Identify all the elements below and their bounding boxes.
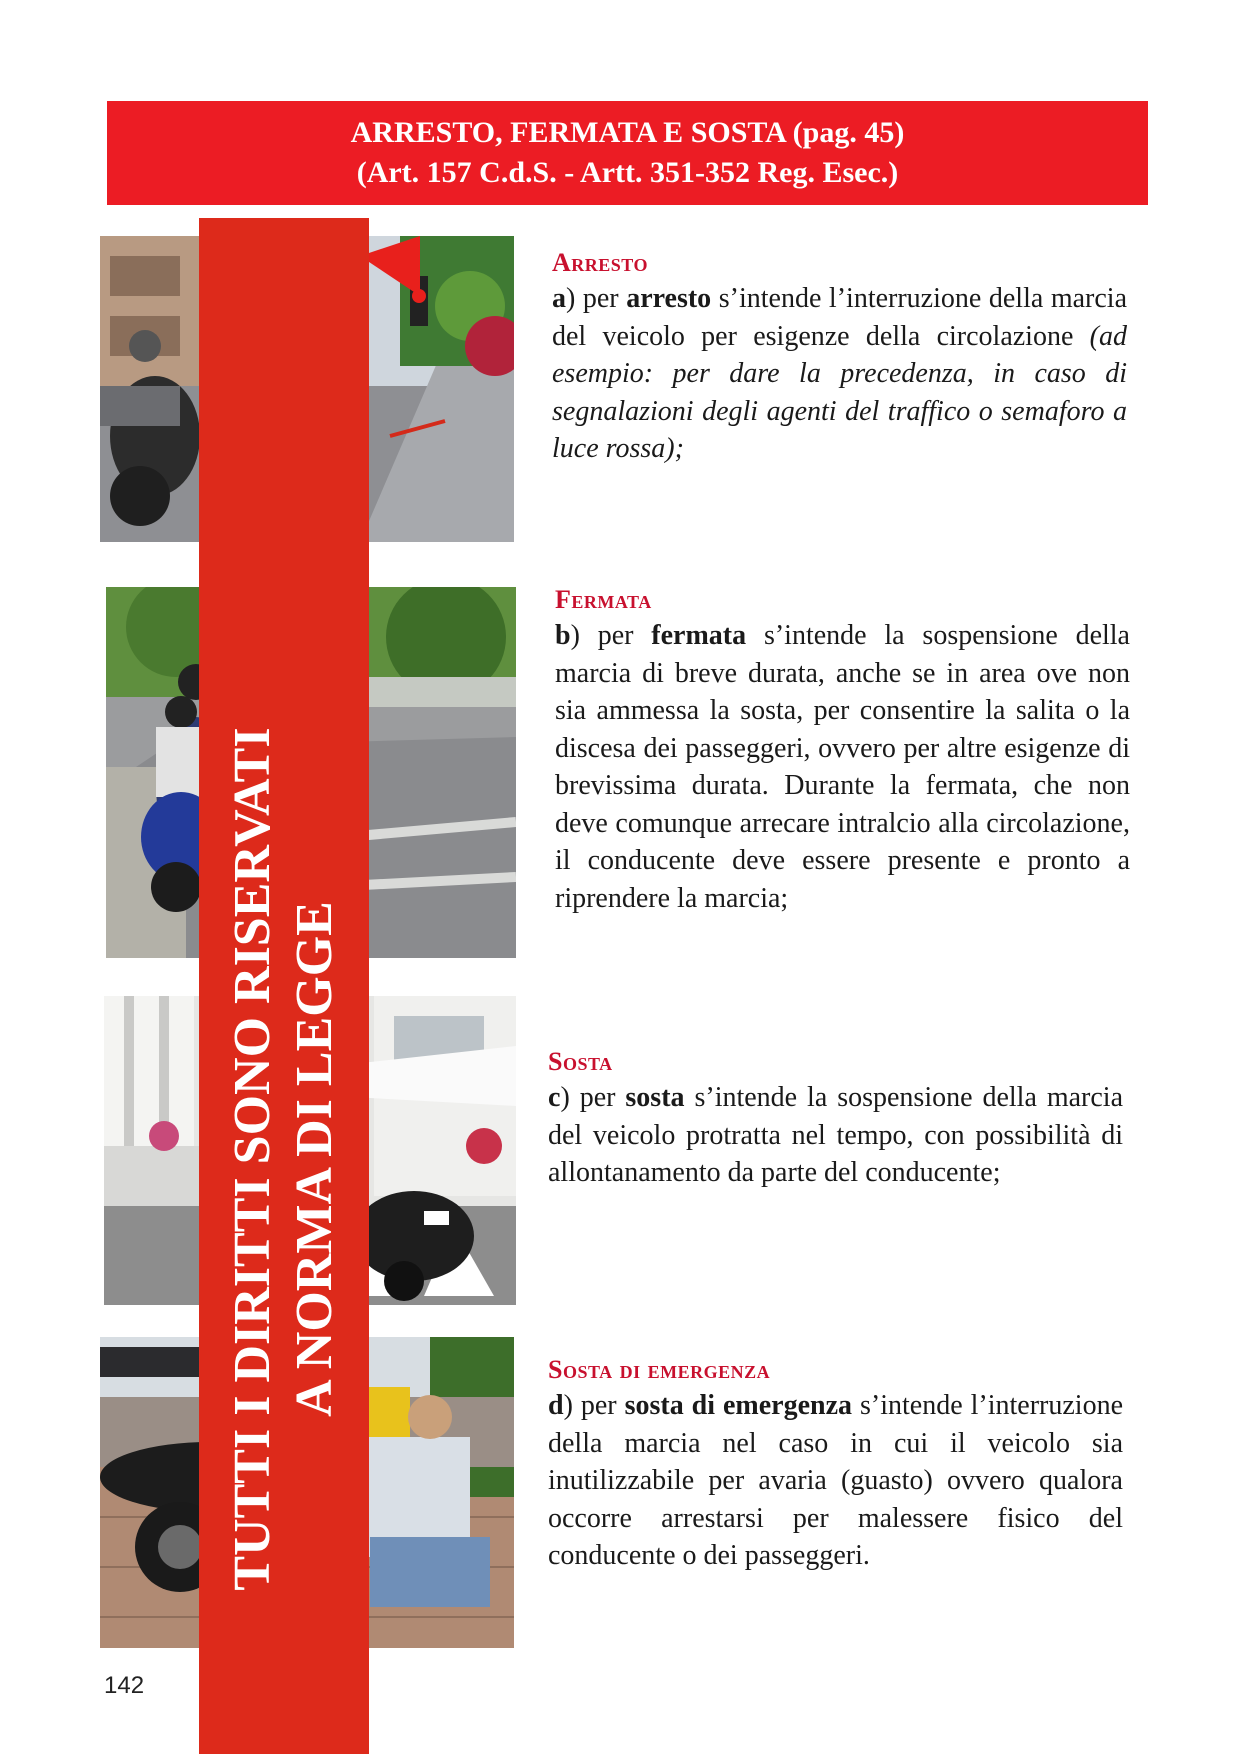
section-title: Sosta di emergenza	[548, 1355, 771, 1384]
section-term: sosta di emergenza	[624, 1390, 853, 1421]
section-fermata	[555, 583, 1130, 917]
section-text: s’intende la sospensione della marcia di breve durata, anche se in area ove non sia ammessa la sosta, per consentire la salita o la discesa dei passeggeri, ovvero per altre esigenze di brevissima durata. Durante la fermata, che non deve comunque arrecare intralcio alla circolazione, il conducente deve essere presente e pronto a riprendere la marcia;	[555, 620, 1130, 914]
section-title: Arresto	[552, 248, 648, 277]
header-banner	[107, 101, 1148, 205]
page-number: 142	[104, 1672, 145, 1699]
section-term: fermata	[651, 620, 747, 651]
section-letter: d	[548, 1390, 564, 1421]
section-sosta	[548, 1045, 1123, 1192]
copyright-line-1: TUTTI I DIRITTI SONO RISERVATI	[224, 727, 281, 1591]
copyright-notice	[222, 609, 346, 1709]
section-text: s’intende l’interruzione della marcia del veicolo per esigenze della circolazione	[552, 283, 1127, 352]
section-example: (ad esempio: per dare la precedenza, in caso di segnalazioni degli agenti del traffico o semaforo a luce rossa);	[552, 320, 1127, 464]
section-prefix: ) per	[563, 1390, 625, 1421]
section-term: arresto	[626, 283, 712, 314]
section-arresto	[552, 246, 1127, 468]
header-subtitle: (Art. 157 C.d.S. - Artt. 351-352 Reg. Esec.)	[356, 156, 899, 189]
section-prefix: ) per	[560, 1082, 626, 1113]
section-prefix: ) per	[570, 620, 652, 651]
section-term: sosta	[625, 1082, 685, 1113]
section-body	[548, 1079, 1123, 1192]
section-text: s’intende l’interruzione della marcia nel caso in cui il veicolo sia inutilizzabile per avaria (guasto) ovvero qualora occorre arrestarsi per malessere fisico del conducente o dei passeggeri.	[548, 1390, 1123, 1571]
section-sosta-emergenza	[548, 1353, 1123, 1575]
section-body	[555, 617, 1130, 917]
section-title: Fermata	[555, 585, 652, 614]
header-title: ARRESTO, FERMATA E SOSTA (pag. 45)	[350, 116, 905, 149]
section-prefix: ) per	[566, 283, 627, 314]
vertical-band	[199, 218, 369, 1754]
section-letter: b	[555, 620, 571, 651]
section-text: s’intende la sospensione della marcia del veicolo protratta nel tempo, con possibilità di allontanamento da parte del conducente;	[548, 1082, 1123, 1188]
section-body	[552, 280, 1127, 468]
section-title: Sosta	[548, 1047, 613, 1076]
section-body	[548, 1387, 1123, 1575]
copyright-line-2: A NORMA DI LEGGE	[286, 901, 343, 1417]
section-letter: a	[552, 283, 566, 314]
section-letter: c	[548, 1082, 561, 1113]
